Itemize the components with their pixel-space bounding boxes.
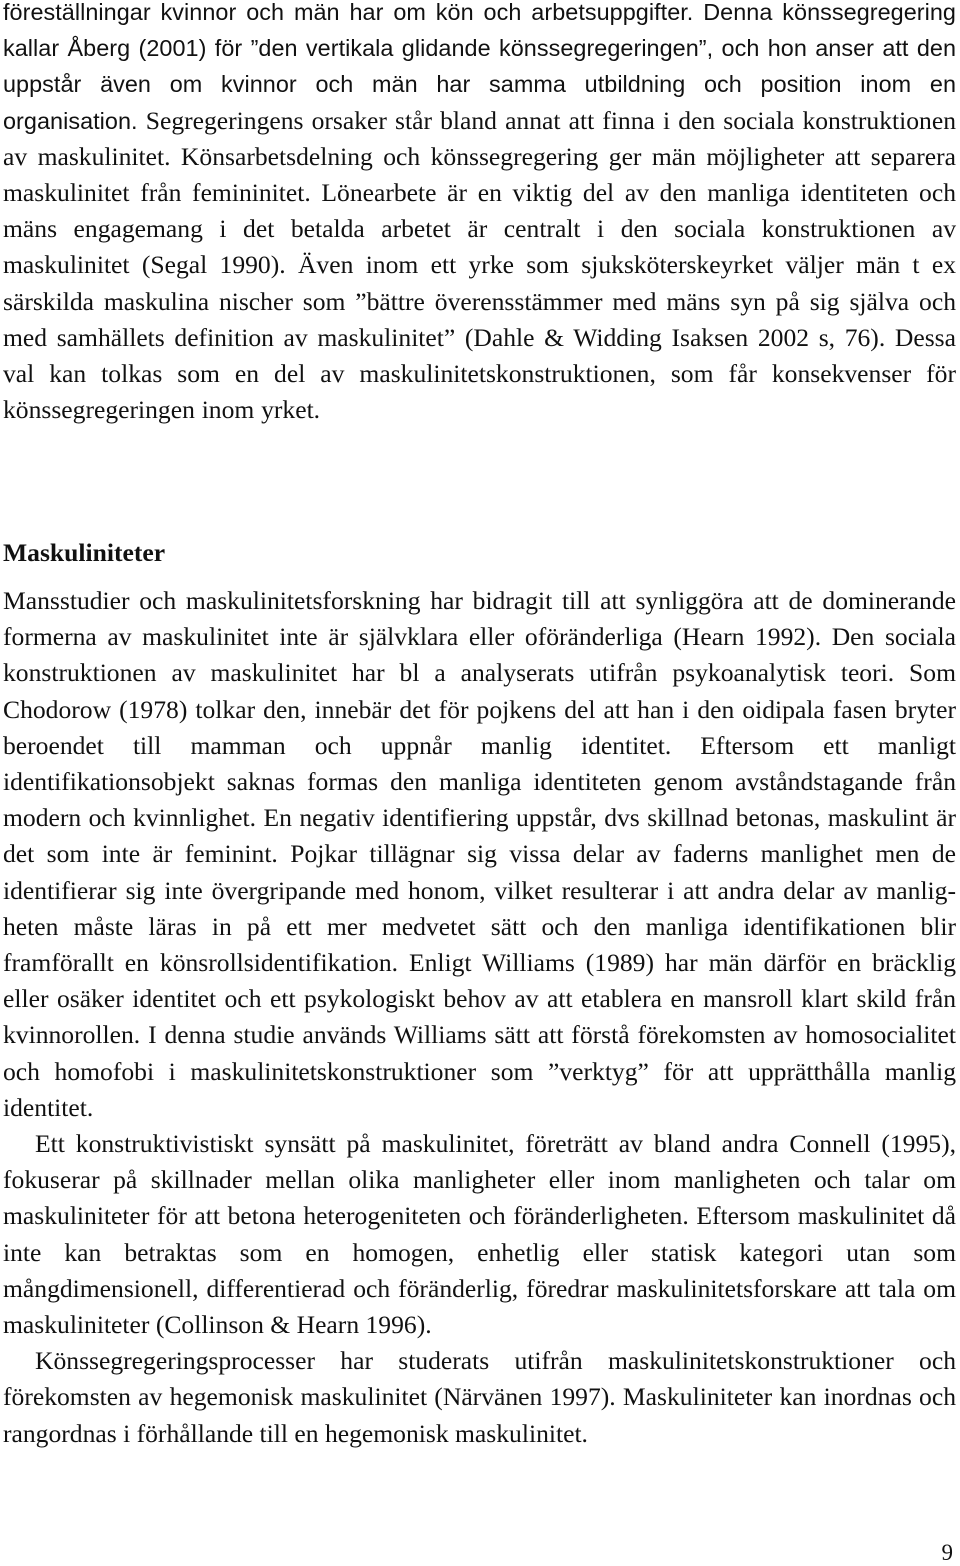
section-body xyxy=(3,583,956,1452)
body-text-top xyxy=(3,0,956,428)
page-number: 9 xyxy=(941,1540,953,1565)
paragraph-2: Ett konstruktivistiskt synsätt på maskulinitet, företrätt av bland andra Connell (1995), fokuserar på skillnader mellan olika manligheter eller inom manligheten och talar om maskuliniteter för att betona heterogeniteten och föränderligheten. Eftersom maskulinitet då inte kan betraktas som en homogen, enhetlig eller statisk kategori utan som mångdimensionell, differentierad och föränderlig, föredrar maskulinitetsforskare att tala om maskuliniteter (Collinson & Hearn 1996). xyxy=(3,1129,956,1340)
paragraph-1: Mansstudier och maskulinitetsforskning har bidragit till att synliggöra att de dominerande formerna av maskulinitet inte är självklara eller oföränderliga (Hearn 1992). Den sociala konstruktionen av maskulinitet har bl a analyserats utifrån psykoanalytisk teori. Som Chodorow (1978) tolkar den, innebär det för pojkens del att han i den oidipala fasen bryter beroendet till mamman och uppnår manlig identitet. Eftersom ett manligt identifikationsobjekt saknas formas den manliga identiteten genom avståndstagande från modern och kvinnlighet. En negativ identifiering uppstår, dvs skillnad betonas, maskulint är det som inte är feminint. Pojkar tillägnar sig vissa delar av faderns manlighet men de identifierar sig inte övergripande med honom, vilket resulterar i att andra delar av manligheten måste läras in på ett mer medvetet sätt och den manliga identifikationen blir framförallt en könsrollsidentifikation. Enligt Williams (1989) har män därför en bräcklig eller osäker identitet och ett psykologiskt behov av att etablera en mansroll klart skild från kvinnorollen. I denna studie används Williams sätt att förstå förekomsten av homosocialitet och homofobi i maskulinitetskonstruktioner som ”verktyg” för att upprätthålla manlig identitet. xyxy=(3,586,956,1122)
paragraph-3: Könssegregeringsprocesser har studerats utifrån maskulinitetskonstruktioner och förekomsten av hegemonisk maskulinitet (Närvänen 1997). Maskuliniteter kan inordnas och rangordnas i förhållande till en hegemonisk maskulinitet. xyxy=(3,1346,956,1448)
body-text-lead: föreställningar kvinnor och män har om kön och arbetsuppgifter. Denna könssegregering kallar Åberg (2001) för ”den vertikala glidande könssegregeringen”, och hon anser att den uppstår även om kvinnor och män har samma utbildning och position inom en organisation. xyxy=(3,0,956,134)
body-text-continuation: Segregeringens orsaker står bland annat att finna i den sociala konstruktionen av maskulinitet. Könsarbetsdelning och könssegregering ger män möjligheter att separera maskulinitet från femininitet. Lönearbete är en viktig del av den manliga identiteten och mäns engagemang i det betalda arbetet är centralt i den sociala konstruktionen av maskulinitet (Segal 1990). Även inom ett yrke som sjuksköterskeyrket väljer män t ex särskilda maskulina nischer som ”bättre överensstämmer med mäns syn på sig själva och med samhällets definition av maskulinitet” (Dahle & Widding Isaksen 2002 s, 76). Dessa val kan tolkas som en del av maskulinitetskonstruktionen, som får konsekvenser för könssegregeringen inom yrket. xyxy=(3,105,956,425)
section-heading: Maskuliniteter xyxy=(3,538,166,567)
